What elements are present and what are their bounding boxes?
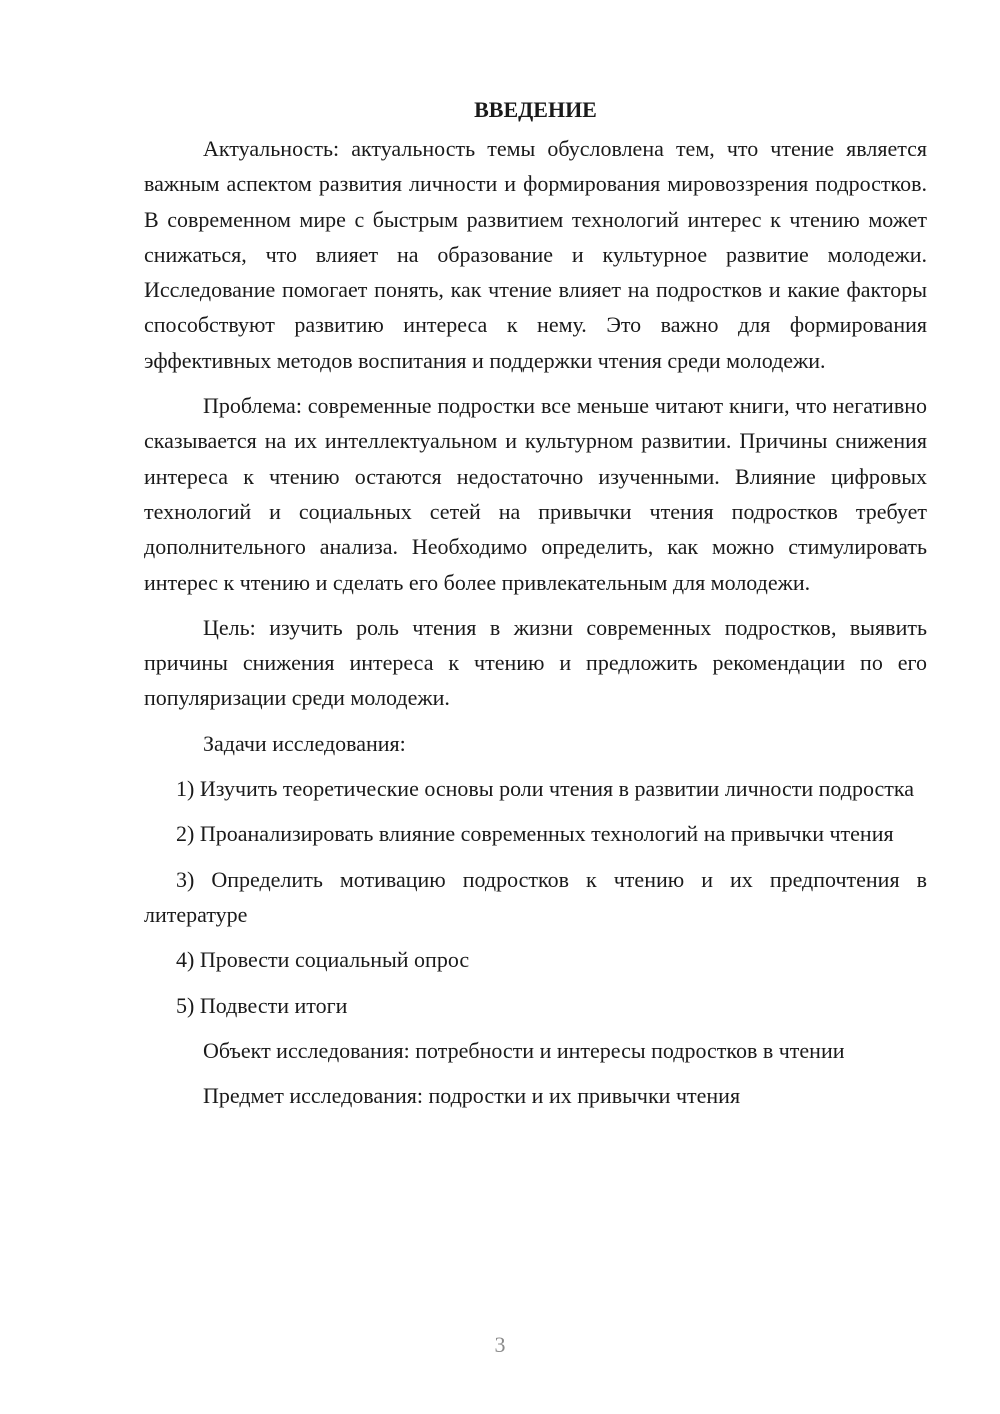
document-page (144, 92, 927, 1123)
page-title: ВВЕДЕНИЕ (474, 97, 597, 122)
paragraph-object: Объект исследования: потребности и интересы подростков в чтении (203, 1037, 845, 1063)
paragraph-relevance: Актуальность: актуальность темы обусловлена тем, что чтение является важным аспектом развития личности и формирования мировоззрения подростков. В современном мире с быстрым развитием технологий интерес к чтению может снижаться, что влияет на образование и культурное развитие молодежи. Исследование помогает понять, как чтение влияет на подростков и какие факторы способствуют развитию интереса к нему. Это важно для формирования эффективных методов воспитания и поддержки чтения среди молодежи. (144, 136, 927, 373)
page-number: 3 (494, 1332, 506, 1357)
task-item-1: 1) Изучить теоретические основы роли чтения в развитии личности подростка (176, 776, 914, 802)
task-item-3: 3) Определить мотивацию подростков к чтению и их предпочтения в литературе (144, 866, 927, 927)
paragraph-problem: Проблема: современные подростки все меньше читают книги, что негативно сказывается на их интеллектуальном и культурном развитии. Причины снижения интереса к чтению остаются недостаточно изученными. Влияние цифровых технологий и социальных сетей на привычки чтения подростков требует дополнительного анализа. Необходимо определить, как можно стимулировать интерес к чтению и сделать его более привлекательным для молодежи. (144, 393, 927, 595)
task-item-4: 4) Провести социальный опрос (176, 947, 470, 973)
paragraph-goal: Цель: изучить роль чтения в жизни современных подростков, выявить причины снижения интереса к чтению и предложить рекомендации по его популяризации среди молодежи. (144, 614, 927, 711)
paragraph-subject: Предмет исследования: подростки и их привычки чтения (203, 1083, 741, 1109)
task-item-5: 5) Подвести итоги (176, 992, 348, 1018)
tasks-heading: Задачи исследования: (203, 730, 406, 756)
task-item-2: 2) Проанализировать влияние современных технологий на привычки чтения (176, 821, 894, 847)
